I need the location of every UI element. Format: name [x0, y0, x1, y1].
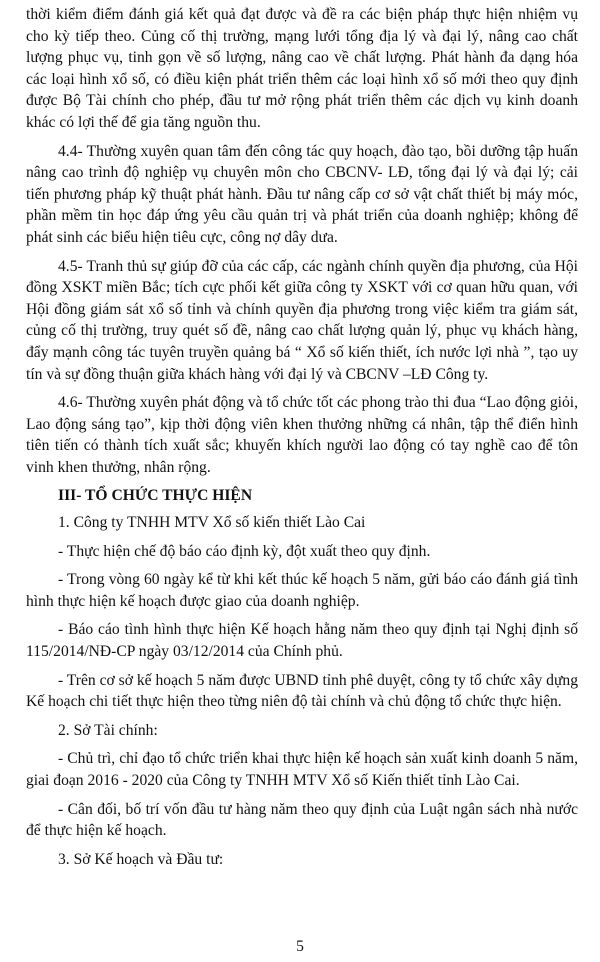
- item-1-bullet-detailed-plan: - Trên cơ sở kế hoạch 5 năm được UBND tỉnh phê duyệt, công ty tổ chức xây dựng Kế hoạch chi tiết thực hiện theo từng niên độ tài chính và chủ động tổ chức thực hiện.: [26, 671, 578, 711]
- paragraph-4-5: 4.5- Tranh thủ sự giúp đỡ của các cấp, các ngành chính quyền địa phương, của Hội đồng XSKT miền Bắc; tích cực phối kết giữa công ty XSKT với cơ quan hữu quan, với Hội đồng giám sát xổ số tỉnh và chính quyền địa phương trong việc kiểm tra giám sát, củng cố thị trường, truy quét số đề, nâng cao chất lượng quản lý, phục vụ khách hàng, đẩy mạnh công tác tuyên truyền quảng bá “ Xổ số kiến thiết, ích nước lợi nhà ”, tạo uy tín và sự đồng thuận giữa khách hàng với đại lý và CBCNV –LĐ Công ty.: [26, 257, 578, 383]
- item-1-heading: 1. Công ty TNHH MTV Xổ số kiến thiết Lào Cai: [58, 514, 366, 532]
- item-3-heading: 3. Sở Kế hoạch và Đầu tư:: [58, 850, 224, 868]
- paragraph-4-4: 4.4- Thường xuyên quan tâm đến công tác quy hoạch, đào tạo, bồi dưỡng tập huấn nâng cao trình độ nghiệp vụ chuyên môn cho CBCNV- LĐ, tổng đại lý và đại lý; cải tiến phương pháp kỹ thuật phát hành. Đầu tư nâng cấp cơ sở vật chất thiết bị máy móc, phần mềm tin học đáp ứng yêu cầu quản trị và phát triển của doanh nghiệp; không để phát sinh các biểu hiện tiêu cực, công nợ dây dưa.: [26, 142, 578, 246]
- item-1-bullet-annual-report: - Báo cáo tình hình thực hiện Kế hoạch hằng năm theo quy định tại Nghị định số 115/2014/NĐ-CP ngày 03/12/2014 của Chính phủ.: [26, 621, 578, 661]
- paragraph-continuation: thời kiểm điểm đánh giá kết quả đạt được và đề ra các biện pháp thực hiện nhiệm vụ cho kỳ tiếp theo. Củng cố thị trường, mạng lưới tổng địa lý và đại lý, nâng cao chất lượng phục vụ, tinh gọn về số lượng, nâng cao về chất lượng. Phát hành đa dạng hóa các loại hình xổ số, có điều kiện phát triển thêm các loại hình xổ số mới theo quy định được Bộ Tài chính cho phép, đầu tư mở rộng phát triển thêm các dịch vụ kinh doanh khác có lợi thế để gia tăng nguồn thu.: [26, 6, 578, 131]
- item-2-bullet-lead: - Chủ trì, chỉ đạo tổ chức triển khai thực hiện kế hoạch sản xuất kinh doanh 5 năm, giai đoạn 2016 - 2020 của Công ty TNHH MTV Xổ số Kiến thiết tỉnh Lào Cai.: [26, 750, 578, 789]
- page-number: 5: [296, 938, 304, 955]
- section-heading-iii: III- TỔ CHỨC THỰC HIỆN: [58, 487, 253, 505]
- item-1-bullet-reporting: - Thực hiện chế độ báo cáo định kỳ, đột xuất theo quy định.: [58, 542, 431, 560]
- item-2-bullet-capital: - Cân đối, bố trí vốn đầu tư hàng năm theo quy định của Luật ngân sách nhà nước để thực hiện kế hoạch.: [26, 800, 578, 840]
- item-1-bullet-60-days: - Trong vòng 60 ngày kể từ khi kết thúc kế hoạch 5 năm, gửi báo cáo đánh giá tình hình thực hiện kế hoạch được giao của doanh nghiệp.: [26, 571, 578, 610]
- item-2-heading: 2. Sở Tài chính:: [58, 721, 158, 739]
- paragraph-4-6: 4.6- Thường xuyên phát động và tổ chức tốt các phong trào thi đua “Lao động giỏi, Lao động sáng tạo”, kịp thời động viên khen thưởng những cá nhân, tập thể điển hình tiên tiến có thành tích xuất sắc; khuyến khích người lao động có tay nghề cao để tôn vinh khen thưởng, nhân rộng.: [26, 394, 578, 476]
- document-body: [26, 4, 578, 877]
